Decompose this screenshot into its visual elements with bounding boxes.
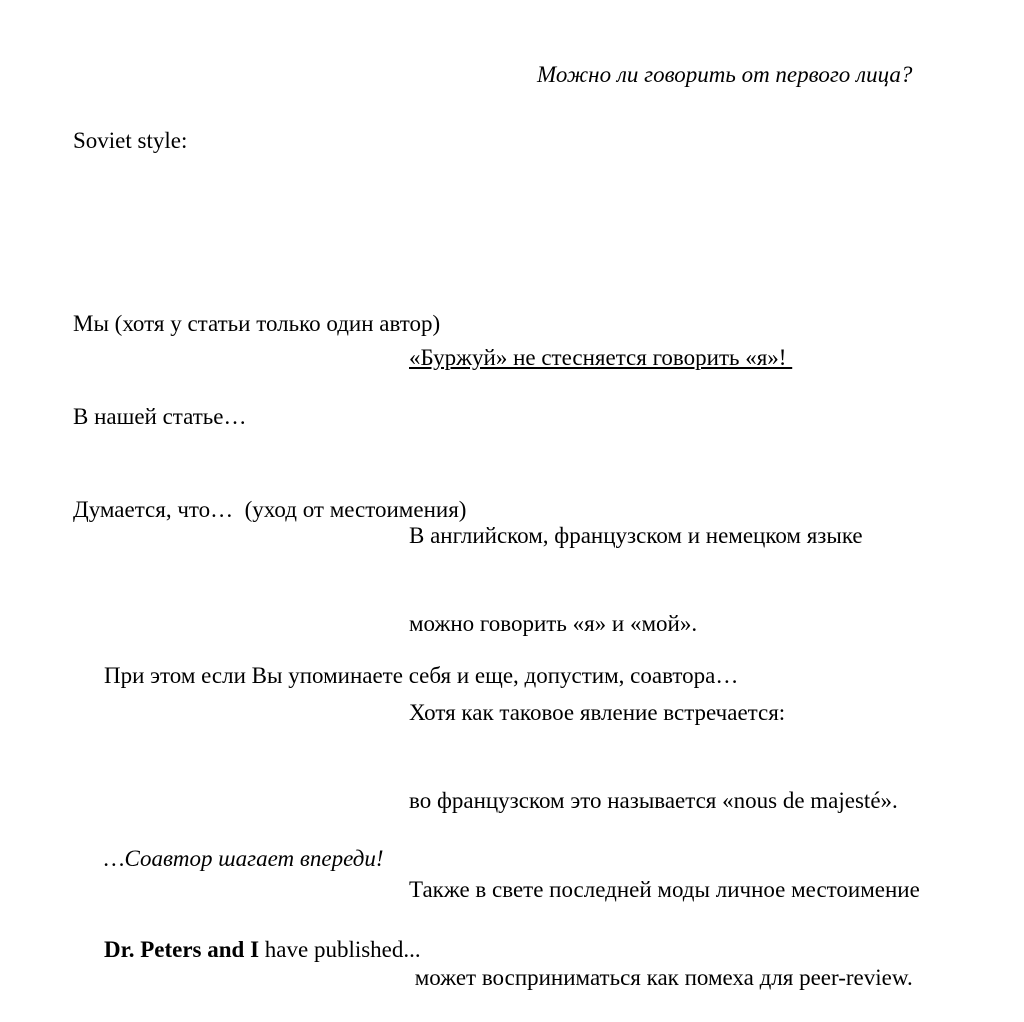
soviet-style-block (73, 63, 466, 556)
bourgeois-heading: «Буржуй» не стесняется говорить «я»! (409, 345, 793, 370)
spacer (73, 218, 466, 246)
soviet-line: Мы (хотя у статьи только один автор) (73, 311, 441, 336)
bourgeois-line: В английском, французском и немецком языке (409, 522, 863, 548)
coauthor-example-bold: Dr. Peters and I (104, 937, 260, 962)
spacer (104, 753, 738, 783)
bourgeois-line: во французском это называется «nous de majesté». (409, 788, 898, 813)
coauthor-example (104, 935, 738, 966)
bourgeois-line: Также в свете последней моды личное местоимение (409, 876, 920, 902)
coauthor-block (104, 600, 738, 996)
soviet-style-title: Soviet style: (73, 128, 188, 153)
coauthor-italic-line: …Соавтор шагает впереди! (104, 845, 384, 871)
slide-question-title: Можно ли говорить от первого лица? (537, 62, 913, 87)
bourgeois-line: может восприниматься как помеха для peer-review. (409, 965, 913, 990)
coauthor-intro: При этом если Вы упоминаете себя и еще, допустим, соавтора… (104, 663, 739, 688)
bourgeois-line: можно говорить «я» и «мой». (409, 611, 698, 636)
coauthor-example-rest: have published... (259, 937, 421, 962)
bourgeois-line: Хотя как таковое явление встречается: (409, 699, 786, 725)
soviet-line: Думается, что… (уход от местоимения) (73, 497, 467, 522)
soviet-line: В нашей статье… (73, 404, 247, 429)
spacer (409, 432, 920, 462)
